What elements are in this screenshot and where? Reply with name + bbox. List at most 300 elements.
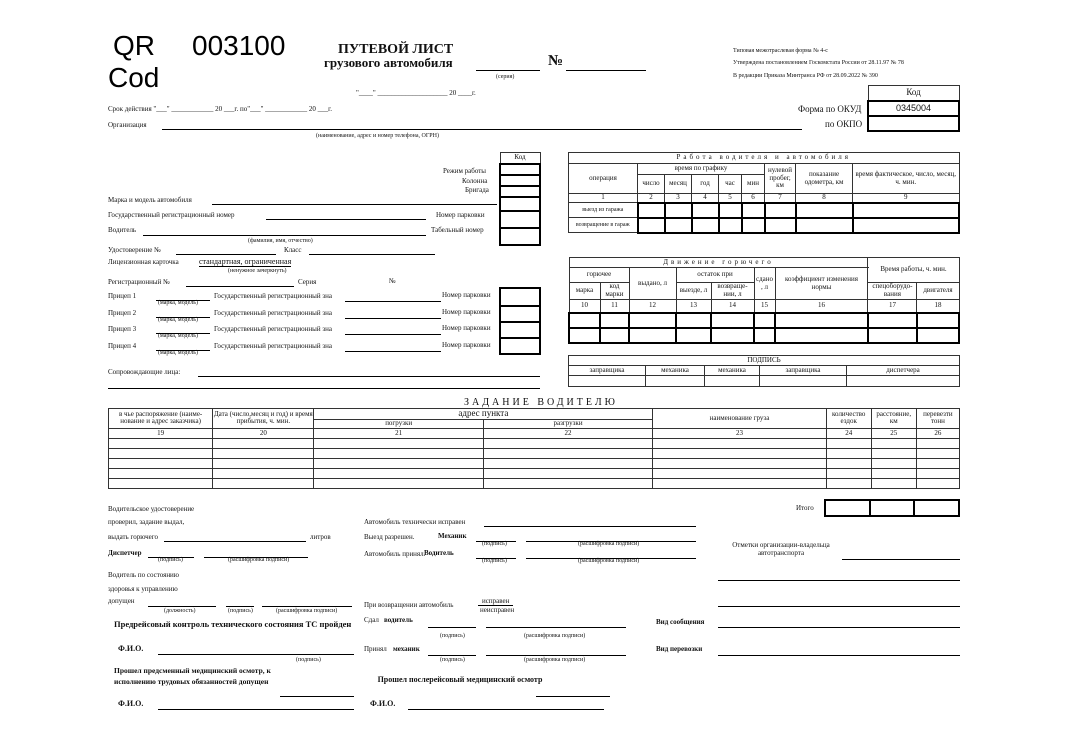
cell[interactable] (629, 328, 676, 343)
col-num: 20 (213, 428, 314, 438)
signature-header: ПОДПИСЬ (569, 356, 960, 366)
sign-caption: (подпись) (440, 633, 465, 639)
health-1: Водитель по состоянию (108, 571, 180, 579)
position-field[interactable] (148, 606, 216, 607)
premed-label: Прошел предсменный медицинский осмотр, к исполнению трудовых обязанностей допущен (114, 666, 271, 686)
page-subtitle: грузового автомобиля (324, 55, 453, 70)
received-sign-field[interactable] (428, 655, 476, 656)
col-issued: выдано, л (629, 268, 676, 300)
cell[interactable] (653, 438, 826, 448)
trailer-parking-1[interactable] (500, 288, 540, 306)
column-label: Колонна (462, 177, 488, 185)
col-hour: час (719, 175, 742, 194)
trailer-parking-table (499, 287, 541, 355)
health-decode-field[interactable] (262, 606, 352, 607)
trailer-caption: (марка, модель) (158, 350, 198, 356)
cell[interactable] (569, 328, 600, 343)
cell[interactable] (742, 203, 765, 218)
driver-accept-label: Водитель (424, 549, 454, 557)
cell[interactable] (653, 468, 826, 478)
parking-code[interactable] (500, 211, 540, 228)
work-table (568, 152, 960, 234)
make-model-label: Марка и модель автомобиля (108, 196, 192, 204)
col-fuel: горючее (569, 268, 629, 283)
cell[interactable] (917, 313, 959, 328)
tab-number-label: Табельный номер (431, 226, 484, 234)
trailer-reg-label: Государственный регистрационный зна (214, 309, 332, 317)
handed-sign-field[interactable] (428, 627, 476, 628)
cell[interactable] (916, 458, 959, 468)
col-num: 25 (871, 428, 916, 438)
class-field[interactable] (309, 254, 435, 255)
cell[interactable] (826, 438, 871, 448)
col-special-equipment: спецоборудо-вания (868, 283, 917, 300)
organization-field[interactable] (162, 129, 802, 130)
col-month: месяц (665, 175, 692, 194)
driver-caption: (фамилия, имя, отчество) (248, 238, 313, 244)
work-mode-label: Режим работы (443, 167, 487, 175)
total-table (824, 499, 960, 517)
received-label: Принял (364, 645, 387, 653)
handed-label: Сдал (364, 616, 379, 624)
cell[interactable] (754, 328, 775, 343)
col-trips: количество ездок (826, 409, 871, 429)
cell[interactable] (653, 448, 826, 458)
cell[interactable] (569, 313, 600, 328)
tab-number-code[interactable] (500, 228, 540, 245)
cell[interactable] (916, 448, 959, 458)
cell[interactable] (826, 458, 871, 468)
cell[interactable] (826, 478, 871, 488)
series-label: Серия (298, 278, 317, 286)
reg-number-field[interactable] (266, 219, 426, 220)
sign-caption: (подпись) (482, 558, 507, 564)
license-card-label: Лицензионная карточка (108, 258, 179, 266)
col-num: 1 (569, 194, 638, 203)
cell[interactable] (638, 203, 665, 218)
registration-label: Регистрационный № (108, 278, 170, 286)
postmed-sign-field[interactable] (536, 696, 610, 697)
cell[interactable] (665, 203, 692, 218)
reg-number-label: Государственный регистрационный номер (108, 211, 235, 219)
row-label-return: возвращение в гараж (569, 218, 638, 233)
vehicle-code-header: Код (500, 153, 540, 165)
cell[interactable] (314, 448, 483, 458)
col-unloading: разгрузки (483, 419, 652, 428)
decode-caption: (расшифровка подписи) (524, 633, 586, 639)
approval-line2: Утверждена постановлением Госкомстата России от 28.11.97 № 78 (733, 60, 904, 66)
cell[interactable] (213, 438, 314, 448)
fuel-amount-field[interactable] (164, 541, 306, 542)
col-num: 12 (629, 300, 676, 314)
trailer-caption: (марка, модель) (158, 300, 198, 306)
transport-type-field[interactable] (718, 655, 960, 656)
postmed-label: Прошел послерейсовый медицинский осмотр (377, 675, 543, 684)
cell[interactable] (483, 478, 652, 488)
sign-cell[interactable] (569, 376, 646, 387)
organization-label: Организация (108, 121, 147, 129)
total-distance[interactable] (870, 500, 915, 516)
trailer-caption: (марка, модель) (158, 333, 198, 339)
cell[interactable] (483, 448, 652, 458)
col-num: 17 (868, 300, 917, 314)
col-remainder: остаток при (676, 268, 754, 283)
page-title: ПУТЕВОЙ ЛИСТ (338, 42, 454, 57)
mechanic-label: Механик (438, 532, 467, 540)
received-decode-field[interactable] (486, 655, 626, 656)
cell[interactable] (871, 458, 916, 468)
license-card-value[interactable]: стандартная, ограниченная (199, 257, 292, 266)
exit-allowed-label: Выезд разрешен. (364, 533, 415, 541)
cell[interactable] (871, 478, 916, 488)
col-num: 8 (796, 194, 853, 203)
qr-placeholder-line1: QR (113, 30, 155, 61)
accompanying-field[interactable] (198, 376, 540, 377)
table-row (109, 458, 960, 468)
fio-label: Ф.И.О. (370, 699, 396, 708)
health-2: здоровья к управлению (108, 585, 178, 593)
trailer-label: Прицеп 3 (108, 325, 137, 333)
col-num: 19 (109, 428, 213, 438)
sign-cell[interactable] (646, 376, 705, 387)
table-row (109, 478, 960, 488)
col-num: 9 (853, 194, 960, 203)
col-actual-time: время фактическое, число, месяц, ч. мин. (853, 164, 960, 194)
cell[interactable] (765, 203, 796, 218)
cell[interactable] (314, 468, 483, 478)
codes-header: Код (868, 86, 959, 102)
registration-no-sign: № (389, 277, 396, 285)
cell[interactable] (600, 313, 629, 328)
decode-caption: (расшифровка подписи) (524, 657, 586, 663)
cell[interactable] (213, 448, 314, 458)
total-trips[interactable] (825, 500, 870, 516)
cell[interactable] (483, 438, 652, 448)
cell[interactable] (775, 328, 868, 343)
trailer-parking-3[interactable] (500, 322, 540, 338)
cell[interactable] (314, 478, 483, 488)
license-checked-2: проверил, задание выдал, (108, 518, 185, 526)
cell[interactable] (826, 468, 871, 478)
trailer-reg-field[interactable] (345, 334, 441, 335)
col-num: 21 (314, 428, 483, 438)
sign-caption: (подпись) (158, 557, 183, 563)
decode-caption: (расшифровка подписи) (276, 608, 338, 614)
cell[interactable] (483, 458, 652, 468)
column-code[interactable] (500, 175, 540, 186)
cell[interactable] (916, 468, 959, 478)
trailer-label: Прицеп 4 (108, 342, 137, 350)
col-num: 13 (676, 300, 711, 314)
cell[interactable] (653, 458, 826, 468)
received-by-label: механик (393, 645, 420, 653)
cell[interactable] (629, 313, 676, 328)
col-num: 6 (742, 194, 765, 203)
form-number: 003100 (192, 30, 286, 61)
cell[interactable] (109, 458, 213, 468)
car-ok-label: Автомобиль технически исправен (364, 518, 466, 526)
sign-caption: (подпись) (228, 608, 253, 614)
col-on-return: возвраще-нии, л (711, 283, 754, 300)
owner-marks-field-3[interactable] (718, 606, 960, 607)
col-customer: в чье распоряжение (наиме-нование и адрес заказчика) (109, 409, 213, 429)
trailer-reg-field[interactable] (345, 301, 441, 302)
decode-caption: (расшифровка подписи) (578, 558, 640, 564)
cell[interactable] (765, 218, 796, 233)
col-handed: сдано , л (754, 268, 775, 300)
position-caption: (должность) (164, 608, 196, 614)
signature-table (568, 355, 960, 387)
cell[interactable] (109, 468, 213, 478)
col-num: 2 (638, 194, 665, 203)
trailer-parking-label: Номер парковки (442, 341, 491, 349)
qr-placeholder-line2: Cod (108, 62, 160, 93)
health-3: допущен (108, 597, 135, 605)
cell[interactable] (711, 328, 754, 343)
cell[interactable] (109, 438, 213, 448)
cell[interactable] (213, 468, 314, 478)
sign-caption: (подпись) (296, 657, 321, 663)
cell[interactable] (917, 328, 959, 343)
col-year: год (692, 175, 719, 194)
cell[interactable] (638, 218, 665, 233)
table-row (569, 203, 960, 218)
message-type-label: Вид сообщения (656, 618, 705, 626)
on-return-label: При возвращении автомобиль (364, 601, 454, 609)
cell[interactable] (676, 328, 711, 343)
cell[interactable] (853, 203, 960, 218)
registration-field[interactable] (186, 286, 294, 287)
col-on-departure: выезде, л (676, 283, 711, 300)
cell[interactable] (692, 203, 719, 218)
col-tons: перевезти тонн (916, 409, 959, 429)
cell[interactable] (826, 448, 871, 458)
cell[interactable] (916, 438, 959, 448)
trailer-reg-field[interactable] (345, 351, 441, 352)
validity-field[interactable]: Срок действия "___" ____________ 20 ___г. по"___" ____________ 20 ___г. (108, 105, 333, 113)
fio-label: Ф.И.О. (118, 644, 144, 653)
handed-decode-field[interactable] (486, 627, 626, 628)
okpo-label: по ОКПО (825, 119, 863, 129)
table-row (569, 313, 959, 328)
approval-line1: Типовая межотраслевая форма № 4-с (733, 48, 828, 54)
signer-label: заправщика (569, 366, 646, 376)
make-code[interactable] (500, 197, 540, 211)
car-accepted-label: Автомобиль принял. (364, 550, 426, 558)
cell[interactable] (796, 218, 853, 233)
trailer-reg-label: Государственный регистрационный зна (214, 342, 332, 350)
license-card-caption: (ненужное зачеркнуть) (228, 268, 287, 274)
cell[interactable] (600, 328, 629, 343)
message-type-field[interactable] (718, 627, 960, 628)
driver-label: Водитель (108, 226, 137, 234)
give-fuel-label: выдать горючего (108, 533, 158, 541)
cell[interactable] (213, 478, 314, 488)
premed-fio-field[interactable] (158, 709, 354, 710)
cell[interactable] (916, 478, 959, 488)
table-row (109, 468, 960, 478)
cell[interactable] (853, 218, 960, 233)
approval-line3: В редакции Приказа Минтранса РФ от 28.09.2022 № 390 (733, 73, 878, 79)
task-table (108, 408, 960, 489)
vehicle-code-table (499, 152, 541, 246)
col-engine: двигателя (917, 283, 959, 300)
row-label-departure: выезд из гаража (569, 203, 638, 218)
signer-label: механика (705, 366, 760, 376)
sign-cell[interactable] (847, 376, 960, 387)
license-field[interactable] (176, 254, 276, 255)
col-num: 22 (483, 428, 652, 438)
col-operation: операция (569, 164, 638, 194)
make-model-field[interactable] (212, 204, 497, 205)
cell[interactable] (871, 448, 916, 458)
cell[interactable] (871, 438, 916, 448)
cell[interactable] (109, 448, 213, 458)
series-caption: (серия) (496, 74, 515, 80)
cell[interactable] (692, 218, 719, 233)
cell[interactable] (676, 313, 711, 328)
status-not-ok[interactable]: неисправен (480, 606, 515, 614)
cell[interactable] (653, 478, 826, 488)
decode-caption: (расшифровка подписи) (228, 557, 290, 563)
table-row (109, 448, 960, 458)
col-loading: погрузки (314, 419, 483, 428)
col-arrival: Дата (число,месяц и год) и время прибытия, ч. мин. (213, 409, 314, 429)
col-num: 4 (692, 194, 719, 203)
cell[interactable] (483, 468, 652, 478)
okpo-value[interactable] (868, 116, 959, 131)
fuel-table (568, 257, 960, 344)
class-label: Класс (284, 246, 302, 254)
postmed-fio-field[interactable] (408, 709, 604, 710)
brigade-code[interactable] (500, 186, 540, 197)
col-min: мин (742, 175, 765, 194)
trailer-label: Прицеп 1 (108, 292, 137, 300)
issue-date-field[interactable]: "____" ____________________ 20 ____г. (356, 89, 476, 97)
number-field[interactable] (566, 70, 646, 71)
cell[interactable] (868, 313, 917, 328)
organization-caption: (наименование, адрес и номер телефона, ОГРН) (316, 133, 439, 139)
cell[interactable] (742, 218, 765, 233)
col-num: 3 (665, 194, 692, 203)
accompanying-field-2[interactable] (108, 388, 540, 389)
transport-type-label: Вид перевозки (656, 645, 703, 653)
col-brand-code: код марки (600, 283, 629, 300)
signer-label: механика (646, 366, 705, 376)
accompanying-label: Сопровождающие лица: (108, 368, 181, 376)
dispatcher-label: Диспетчер (108, 549, 142, 557)
liters-label: литров (310, 533, 331, 541)
col-num: 15 (754, 300, 775, 314)
trailer-reg-label: Государственный регистрационный зна (214, 325, 332, 333)
sign-cell[interactable] (705, 376, 760, 387)
signer-label: заправщика (760, 366, 847, 376)
trailer-reg-field[interactable] (345, 318, 441, 319)
work-mode-code[interactable] (500, 164, 540, 175)
cell[interactable] (719, 203, 742, 218)
col-address: адрес пункта (314, 409, 653, 420)
table-row (109, 438, 960, 448)
trailer-caption: (марка, модель) (158, 317, 198, 323)
status-ok[interactable]: исправен (478, 597, 513, 606)
handed-by-label: водитель (384, 616, 413, 624)
total-tons[interactable] (914, 500, 959, 516)
premed-sign-field[interactable] (280, 696, 354, 697)
work-table-title: Работа водителя и автомобиля (569, 153, 960, 164)
col-odometer: показание одометра, км (796, 164, 853, 194)
col-schedule: время по графику (638, 164, 765, 175)
col-distance: расстояние, км (871, 409, 916, 429)
pretrip-fio-field[interactable] (158, 654, 354, 655)
driver-field[interactable] (143, 235, 426, 236)
col-num: 10 (569, 300, 600, 314)
parking-label: Номер парковки (436, 211, 485, 219)
col-brand: марка (569, 283, 600, 300)
cell[interactable] (213, 458, 314, 468)
trailer-parking-4[interactable] (500, 338, 540, 354)
series-field[interactable] (476, 70, 540, 71)
owner-marks-field-2[interactable] (718, 580, 960, 581)
cell[interactable] (109, 478, 213, 488)
health-sign-field[interactable] (226, 606, 254, 607)
col-cargo: наименование груза (653, 409, 826, 429)
table-row (569, 328, 959, 343)
col-num: 14 (711, 300, 754, 314)
owner-marks-label: Отметки организации-владельца автотранспорта (732, 541, 830, 557)
fio-label: Ф.И.О. (118, 699, 144, 708)
okud-value[interactable]: 0345004 (868, 101, 959, 116)
license-checked-1: Водительское удостоверение (108, 505, 195, 513)
cell[interactable] (719, 218, 742, 233)
col-num: 16 (775, 300, 868, 314)
col-num: 26 (916, 428, 959, 438)
trailer-parking-2[interactable] (500, 306, 540, 322)
task-title: ЗАДАНИЕ ВОДИТЕЛЮ (464, 397, 618, 408)
car-ok-field[interactable] (484, 526, 696, 527)
cell[interactable] (314, 438, 483, 448)
license-label: Удостоверение № (108, 246, 161, 254)
col-day: число (638, 175, 665, 194)
col-work-time: Время работы, ч. мин. (868, 258, 959, 283)
col-num: 11 (600, 300, 629, 314)
cell[interactable] (314, 458, 483, 468)
trailer-parking-label: Номер парковки (442, 308, 491, 316)
cell[interactable] (871, 468, 916, 478)
col-num: 7 (765, 194, 796, 203)
cell[interactable] (665, 218, 692, 233)
cell[interactable] (754, 313, 775, 328)
cell[interactable] (796, 203, 853, 218)
cell[interactable] (711, 313, 754, 328)
cell[interactable] (775, 313, 868, 328)
table-row (569, 218, 960, 233)
number-sign: № (548, 53, 564, 69)
col-num: 5 (719, 194, 742, 203)
sign-caption: (подпись) (482, 541, 507, 547)
sign-cell[interactable] (760, 376, 847, 387)
cell[interactable] (868, 328, 917, 343)
okud-label: Форма по ОКУД (798, 104, 862, 114)
trailer-label: Прицеп 2 (108, 309, 137, 317)
col-num: 23 (653, 428, 826, 438)
col-num: 24 (826, 428, 871, 438)
owner-marks-field-1[interactable] (842, 559, 960, 560)
brigade-label: Бригада (465, 186, 489, 194)
col-coefficient: коэффициент изменения нормы (775, 268, 868, 300)
pretrip-control-label: Предрейсовый контроль технического состояния ТС пройден (114, 619, 352, 629)
col-zero-run: нулевой пробег, км (765, 164, 796, 194)
col-num: 18 (917, 300, 959, 314)
